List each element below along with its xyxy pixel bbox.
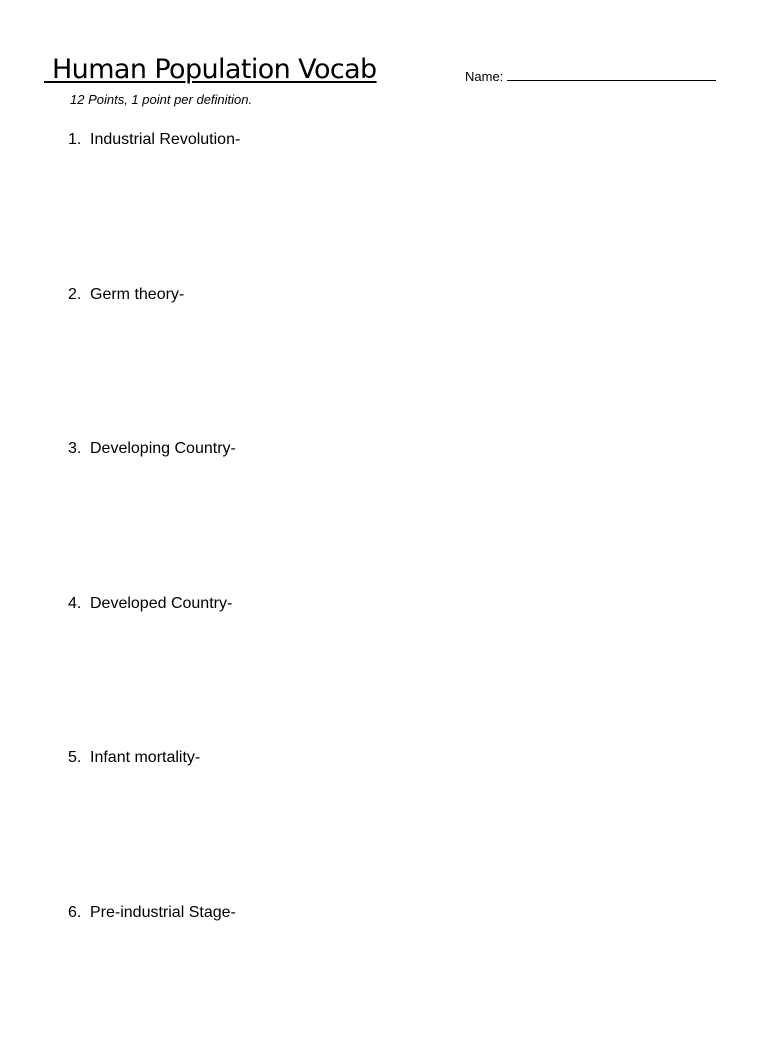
name-blank-line (507, 68, 716, 81)
points-instructions: 12 Points, 1 point per definition. (70, 92, 253, 107)
vocab-item (68, 594, 240, 749)
vocab-item (68, 439, 240, 594)
item-term: Developing Country- (90, 440, 236, 458)
item-number: 6. (68, 903, 82, 921)
item-term: Infant mortality- (90, 749, 201, 767)
vocab-item (68, 903, 240, 1058)
vocab-item (68, 130, 240, 285)
item-number: 2. (68, 285, 82, 303)
item-term: Industrial Revolution- (90, 131, 241, 148)
item-number: 3. (68, 440, 82, 458)
vocab-item (68, 285, 240, 440)
item-number: 4. (68, 594, 82, 612)
item-number: 5. (68, 749, 82, 767)
vocab-item (68, 748, 240, 903)
vocab-list (68, 130, 240, 1058)
item-number: 1. (68, 131, 82, 148)
item-term: Developed Country- (90, 594, 233, 612)
name-field (465, 68, 716, 85)
name-label: Name: (465, 69, 504, 84)
item-term: Germ theory- (90, 285, 185, 303)
worksheet-title: Human Population Vocab (44, 54, 377, 85)
item-term: Pre-industrial Stage- (90, 903, 236, 921)
